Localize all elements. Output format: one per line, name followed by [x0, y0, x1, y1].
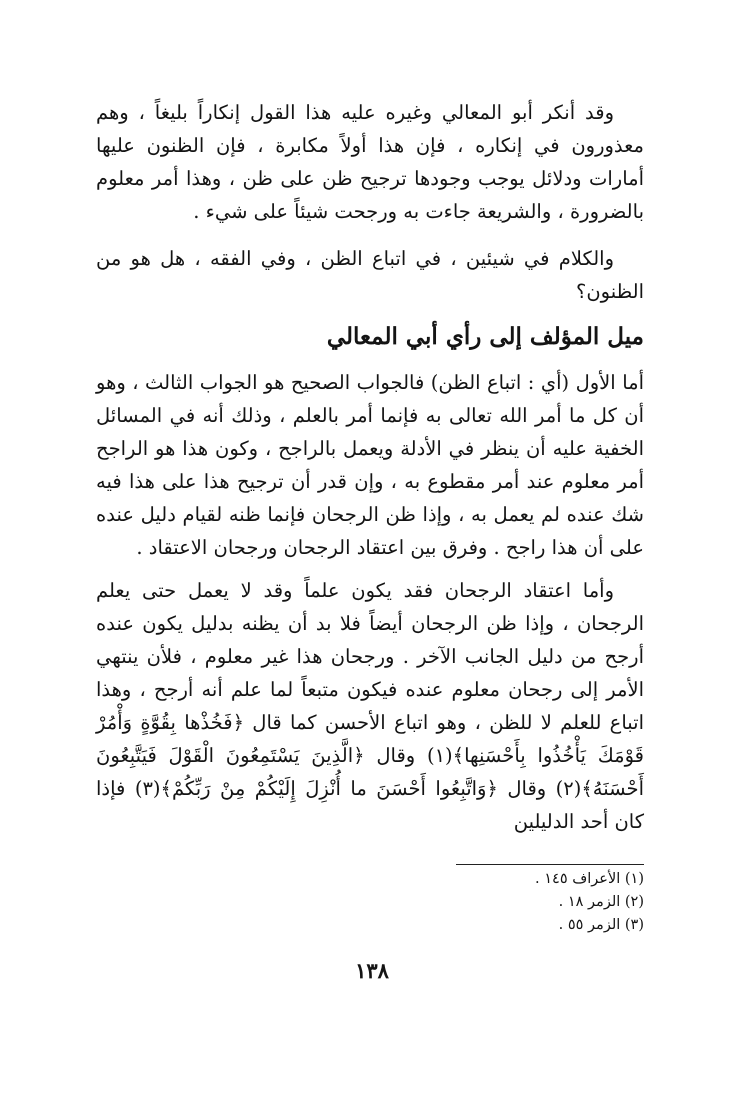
footnote-1: (١) الأعراف ١٤٥ . — [535, 871, 644, 887]
footnotes — [96, 868, 644, 937]
footnote-divider — [456, 864, 644, 865]
paragraph-1: وقد أنكر أبو المعالي وغيره عليه هذا القول إنكاراً بليغاً ، وهم معذورون في إنكاره ، فإن هذا أولاً مكابرة ، فإن الظنون عليها أمارات ودلائل يوجب وجودها ترجيح ظن على ظن ، وهذا أمر معلوم بالضرورة ، والشريعة جاءت به ورجحت شيئاً على شيء . — [96, 101, 644, 223]
paragraph-2: والكلام في شيئين ، في اتباع الظن ، وفي الفقه ، هل هو من الظنون؟ — [96, 247, 644, 303]
section-heading: ميل المؤلف إلى رأي أبي المعالي — [326, 323, 644, 350]
page-number: ١٣٨ — [355, 958, 389, 983]
page-body — [96, 96, 644, 838]
paragraph-3: أما الأول (أي : اتباع الظن) فالجواب الصحيح هو الجواب الثالث ، وهو أن كل ما أمر الله تعالى به فإنما أمر بالعلم ، وذلك أنه في المسائل الخفية عليه أن ينظر في الأدلة ويعمل بالراجح ، وكون هذا هو الراجح أمر معلوم عند أمر مقطوع به ، وإن قدر أن ترجيح هذا على هذا فيه شك عنده لم يعمل به ، وإذا ظن الرجحان فإنما ظنه لقيام دليل عنده على أن هذا راجح . وفرق بين اعتقاد الرجحان ورجحان الاعتقاد . — [96, 371, 644, 559]
footnote-2: (٢) الزمر ١٨ . — [558, 894, 644, 910]
paragraph-4: وأما اعتقاد الرجحان فقد يكون علماً وقد لا يعمل حتى يعلم الرجحان ، وإذا ظن الرجحان أيضاً فلا بد أن يظنه بدليل يكون عنده أرجح من دليل الجانب الآخر . ورجحان هذا غير معلوم ، فلأن ينتهي الأمر إلى رجحان معلوم عنده فيكون متبعاً لما علم أنه أرجح ، وهذا اتباع للعلم لا للظن ، وهو اتباع الأحسن كما قال ﴿فَخُذْها بِقُوَّةٍ وَأْمُرْ قَوْمَكَ يَأْخُذُوا بِأَحْسَنِها﴾(١) وقال ﴿الَّذِينَ يَسْتَمِعُونَ الْقَوْلَ فَيَتَّبِعُونَ أَحْسَنَهُ﴾(٢) وقال ﴿وَاتَّبِعُوا أَحْسَنَ ما أُنْزِلَ إِلَيْكُمْ مِنْ رَبِّكُمْ﴾(٣) فإذا كان أحد الدليلين — [96, 579, 644, 833]
footnote-3: (٣) الزمر ٥٥ . — [558, 917, 644, 933]
